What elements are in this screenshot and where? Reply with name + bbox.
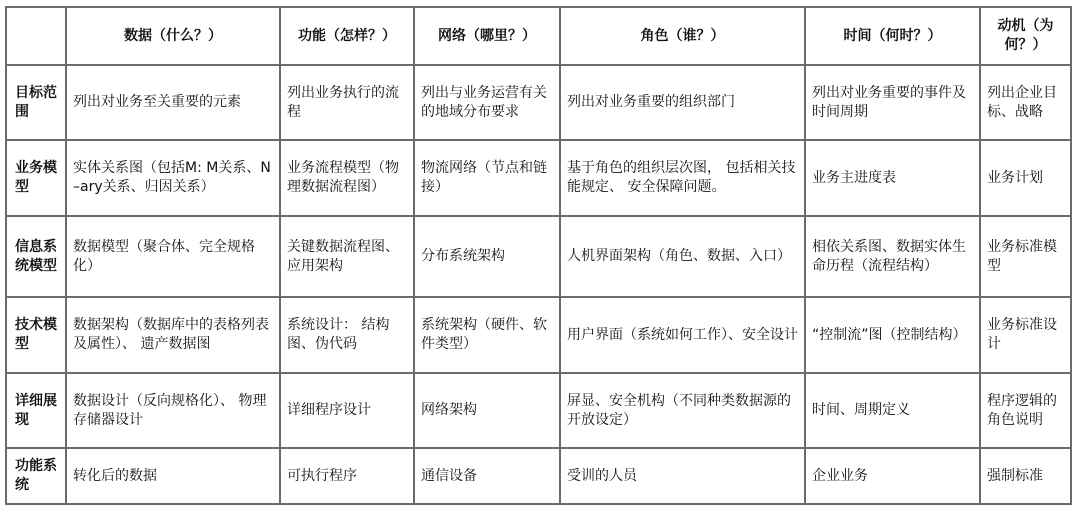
table-cell: 业务流程模型（物理数据流程图） [280, 140, 414, 216]
header-network: 网络（哪里？） [414, 7, 560, 65]
table-cell: 系统设计： 结构图、伪代码 [280, 297, 414, 373]
table-cell: 屏显、安全机构（不同种类数据源的开放设定） [560, 373, 805, 448]
header-time: 时间（何时？） [805, 7, 980, 65]
table-cell: 列出对业务重要的事件及时间周期 [805, 65, 980, 140]
row-header: 功能系统 [6, 448, 66, 504]
table-cell: 转化后的数据 [66, 448, 280, 504]
table-cell: 业务计划 [980, 140, 1071, 216]
table-cell: 数据模型（聚合体、完全规格化） [66, 216, 280, 297]
table-cell: 强制标准 [980, 448, 1071, 504]
table-cell: 相依关系图、数据实体生命历程（流程结构） [805, 216, 980, 297]
row-header: 详细展现 [6, 373, 66, 448]
header-row [6, 7, 1071, 65]
table-cell: 网络架构 [414, 373, 560, 448]
header-motivation: 动机（为何？） [980, 7, 1071, 65]
table-cell: 系统架构（硬件、软件类型） [414, 297, 560, 373]
table-cell: 通信设备 [414, 448, 560, 504]
table-cell: 程序逻辑的角色说明 [980, 373, 1071, 448]
table-cell: 时间、周期定义 [805, 373, 980, 448]
zachman-framework-table [5, 6, 1072, 505]
table-cell: 人机界面架构（角色、数据、入口） [560, 216, 805, 297]
table-cell: 数据架构（数据库中的表格列表及属性）、 遗产数据图 [66, 297, 280, 373]
table-cell: 业务标准设计 [980, 297, 1071, 373]
row-header: 业务模型 [6, 140, 66, 216]
table-cell: 列出企业目标、战略 [980, 65, 1071, 140]
table-cell: 数据设计（反向规格化）、 物理存储器设计 [66, 373, 280, 448]
row-header: 技术模型 [6, 297, 66, 373]
table-row [6, 448, 1071, 504]
table-row [6, 65, 1071, 140]
table-cell: 业务主进度表 [805, 140, 980, 216]
row-header: 信息系统模型 [6, 216, 66, 297]
table-cell: 列出业务执行的流程 [280, 65, 414, 140]
table-cell: 列出对业务至关重要的元素 [66, 65, 280, 140]
table-cell: 业务标准模型 [980, 216, 1071, 297]
table-cell: 基于角色的组织层次图， 包括相关技能规定、 安全保障问题。 [560, 140, 805, 216]
table-cell: 列出对业务重要的组织部门 [560, 65, 805, 140]
table-cell: 实体关系图（包括M: M关系、N–ary关系、归因关系） [66, 140, 280, 216]
table-row [6, 216, 1071, 297]
table-cell: 受训的人员 [560, 448, 805, 504]
table-cell: 列出与业务运营有关的地域分布要求 [414, 65, 560, 140]
table-row [6, 140, 1071, 216]
table-cell: 关键数据流程图、 应用架构 [280, 216, 414, 297]
row-header: 目标范围 [6, 65, 66, 140]
table-cell: 可执行程序 [280, 448, 414, 504]
table-row [6, 373, 1071, 448]
table-cell: 详细程序设计 [280, 373, 414, 448]
header-function: 功能（怎样？） [280, 7, 414, 65]
table-cell: 分布系统架构 [414, 216, 560, 297]
header-people: 角色（谁？） [560, 7, 805, 65]
table-row [6, 297, 1071, 373]
corner-cell [6, 7, 66, 65]
table-cell: “控制流”图（控制结构） [805, 297, 980, 373]
table-cell: 物流网络（节点和链接） [414, 140, 560, 216]
zachman-framework-table-container [5, 6, 1072, 505]
table-cell: 企业业务 [805, 448, 980, 504]
header-data: 数据（什么？） [66, 7, 280, 65]
table-cell: 用户界面（系统如何工作）、安全设计 [560, 297, 805, 373]
